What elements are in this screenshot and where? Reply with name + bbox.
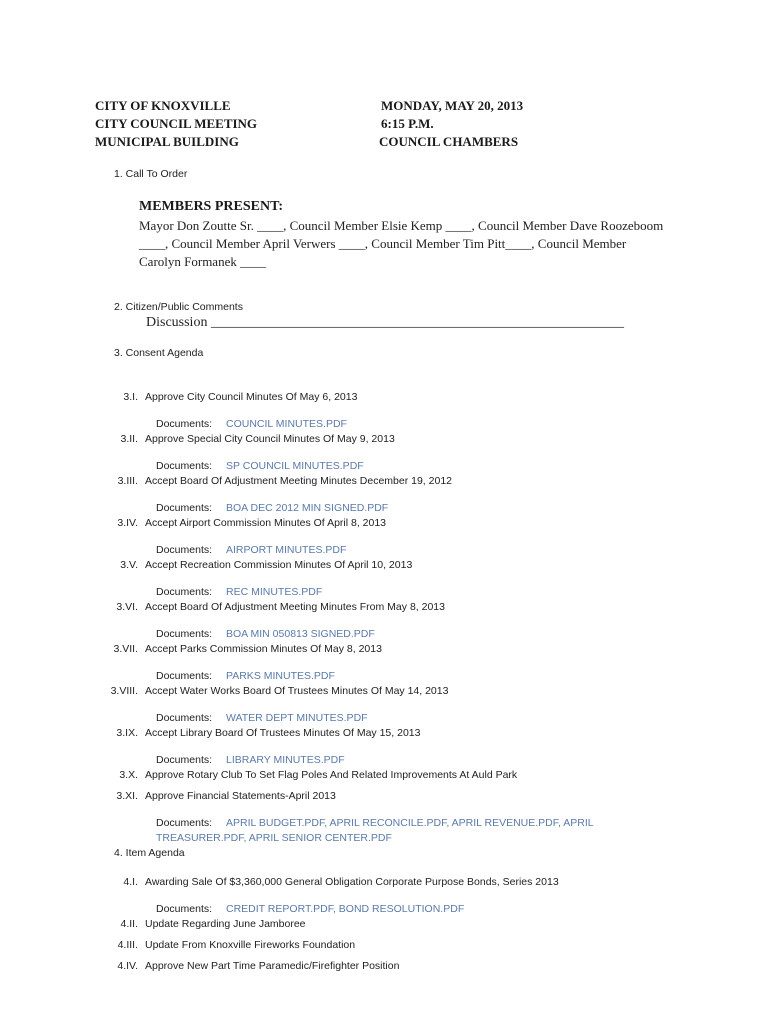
agenda-item-title: Approve Rotary Club To Set Flag Poles And Related Improvements At Auld Park — [145, 769, 518, 781]
agenda-item-title: Approve Special City Council Minutes Of May 9, 2013 — [145, 433, 395, 445]
agenda-item-title: Update From Knoxville Fireworks Foundation — [145, 939, 356, 951]
city-name: CITY OF KNOXVILLE — [95, 98, 231, 113]
discussion-line: Discussion ___________________________________________________________ — [146, 315, 624, 330]
meeting-date: MONDAY, MAY 20, 2013 — [381, 98, 524, 113]
document-link[interactable]: SP COUNCIL MINUTES.PDF — [226, 460, 364, 472]
documents-label: Documents: — [156, 460, 213, 472]
document-link[interactable]: CREDIT REPORT.PDF, BOND RESOLUTION.PDF — [226, 903, 465, 915]
section-public-comments: 2. Citizen/Public Comments — [114, 301, 243, 313]
document-link[interactable]: APRIL BUDGET.PDF, APRIL RECONCILE.PDF, APRIL REVENUE.PDF, APRIL — [226, 817, 594, 829]
documents-label: Documents: — [156, 418, 213, 430]
agenda-item-title: Approve City Council Minutes Of May 6, 2013 — [145, 391, 358, 403]
document-link[interactable]: COUNCIL MINUTES.PDF — [226, 418, 347, 430]
agenda-item-number: 4.IV. — [117, 960, 138, 972]
agenda-item-number: 3.IX. — [116, 727, 138, 739]
agenda-item-title: Approve New Part Time Paramedic/Firefighter Position — [145, 960, 400, 972]
agenda-item-number: 3.V. — [120, 559, 138, 571]
documents-label: Documents: — [156, 544, 213, 556]
section-call-to-order: 1. Call To Order — [114, 168, 188, 180]
documents-label: Documents: — [156, 903, 213, 915]
agenda-item-number: 3.II. — [120, 433, 138, 445]
agenda-item-number: 3.VIII. — [110, 685, 138, 697]
agenda-item-number: 3.VII. — [113, 643, 138, 655]
building-name: MUNICIPAL BUILDING — [95, 134, 239, 149]
agenda-item-title: Accept Recreation Commission Minutes Of April 10, 2013 — [145, 559, 413, 571]
agenda-item-title: Awarding Sale Of $3,360,000 General Obligation Corporate Purpose Bonds, Series 2013 — [145, 876, 559, 888]
agenda-item-number: 3.I. — [123, 391, 138, 403]
documents-label: Documents: — [156, 754, 213, 766]
meeting-name: CITY COUNCIL MEETING — [95, 116, 258, 131]
agenda-item-number: 4.III. — [117, 939, 138, 951]
meeting-time: 6:15 P.M. — [381, 116, 434, 131]
agenda-item-title: Accept Board Of Adjustment Meeting Minutes December 19, 2012 — [145, 475, 452, 487]
agenda-item-number: 3.III. — [117, 475, 138, 487]
documents-label: Documents: — [156, 712, 213, 724]
agenda-item-number: 4.I. — [123, 876, 138, 888]
agenda-item-number: 4.II. — [120, 918, 138, 930]
document-link[interactable]: AIRPORT MINUTES.PDF — [226, 544, 347, 556]
document-link[interactable]: BOA DEC 2012 MIN SIGNED.PDF — [226, 502, 389, 514]
meeting-location: COUNCIL CHAMBERS — [379, 134, 519, 149]
document-link[interactable]: PARKS MINUTES.PDF — [226, 670, 335, 682]
document-link[interactable]: TREASURER.PDF, APRIL SENIOR CENTER.PDF — [156, 832, 392, 844]
document-link[interactable]: WATER DEPT MINUTES.PDF — [226, 712, 368, 724]
agenda-item-title: Accept Airport Commission Minutes Of April 8, 2013 — [145, 517, 387, 529]
agenda-item-number: 3.X. — [119, 769, 138, 781]
document-link[interactable]: BOA MIN 050813 SIGNED.PDF — [226, 628, 375, 640]
agenda-item-number: 3.IV. — [117, 517, 138, 529]
documents-label: Documents: — [156, 586, 213, 598]
agenda-item-title: Accept Library Board Of Trustees Minutes Of May 15, 2013 — [145, 727, 421, 739]
documents-label: Documents: — [156, 670, 213, 682]
documents-label: Documents: — [156, 628, 213, 640]
members-present-list: Mayor Don Zoutte Sr. ____, Council Member Elsie Kemp ____, Council Member Dave Roozeboom ____, Council Member April Verwers ____, Council Member Tim Pitt____, Council Member Carolyn Formanek ____ — [139, 218, 664, 269]
documents-label: Documents: — [156, 817, 213, 829]
section-consent-agenda: 3. Consent Agenda — [114, 347, 204, 359]
agenda-item-title: Accept Water Works Board Of Trustees Minutes Of May 14, 2013 — [145, 685, 449, 697]
documents-label: Documents: — [156, 502, 213, 514]
members-present-title: MEMBERS PRESENT: — [139, 199, 284, 214]
agenda-item-title: Update Regarding June Jamboree — [145, 918, 306, 930]
agenda-item-title: Approve Financial Statements-April 2013 — [145, 790, 336, 802]
document-link[interactable]: LIBRARY MINUTES.PDF — [226, 754, 345, 766]
document-link[interactable]: REC MINUTES.PDF — [226, 586, 323, 598]
agenda-item-number: 3.XI. — [116, 790, 138, 802]
agenda-item-title: Accept Parks Commission Minutes Of May 8, 2013 — [145, 643, 382, 655]
agenda-item-number: 3.VI. — [116, 601, 138, 613]
agenda-item-title: Accept Board Of Adjustment Meeting Minutes From May 8, 2013 — [145, 601, 445, 613]
section-item-agenda: 4. Item Agenda — [114, 847, 185, 859]
